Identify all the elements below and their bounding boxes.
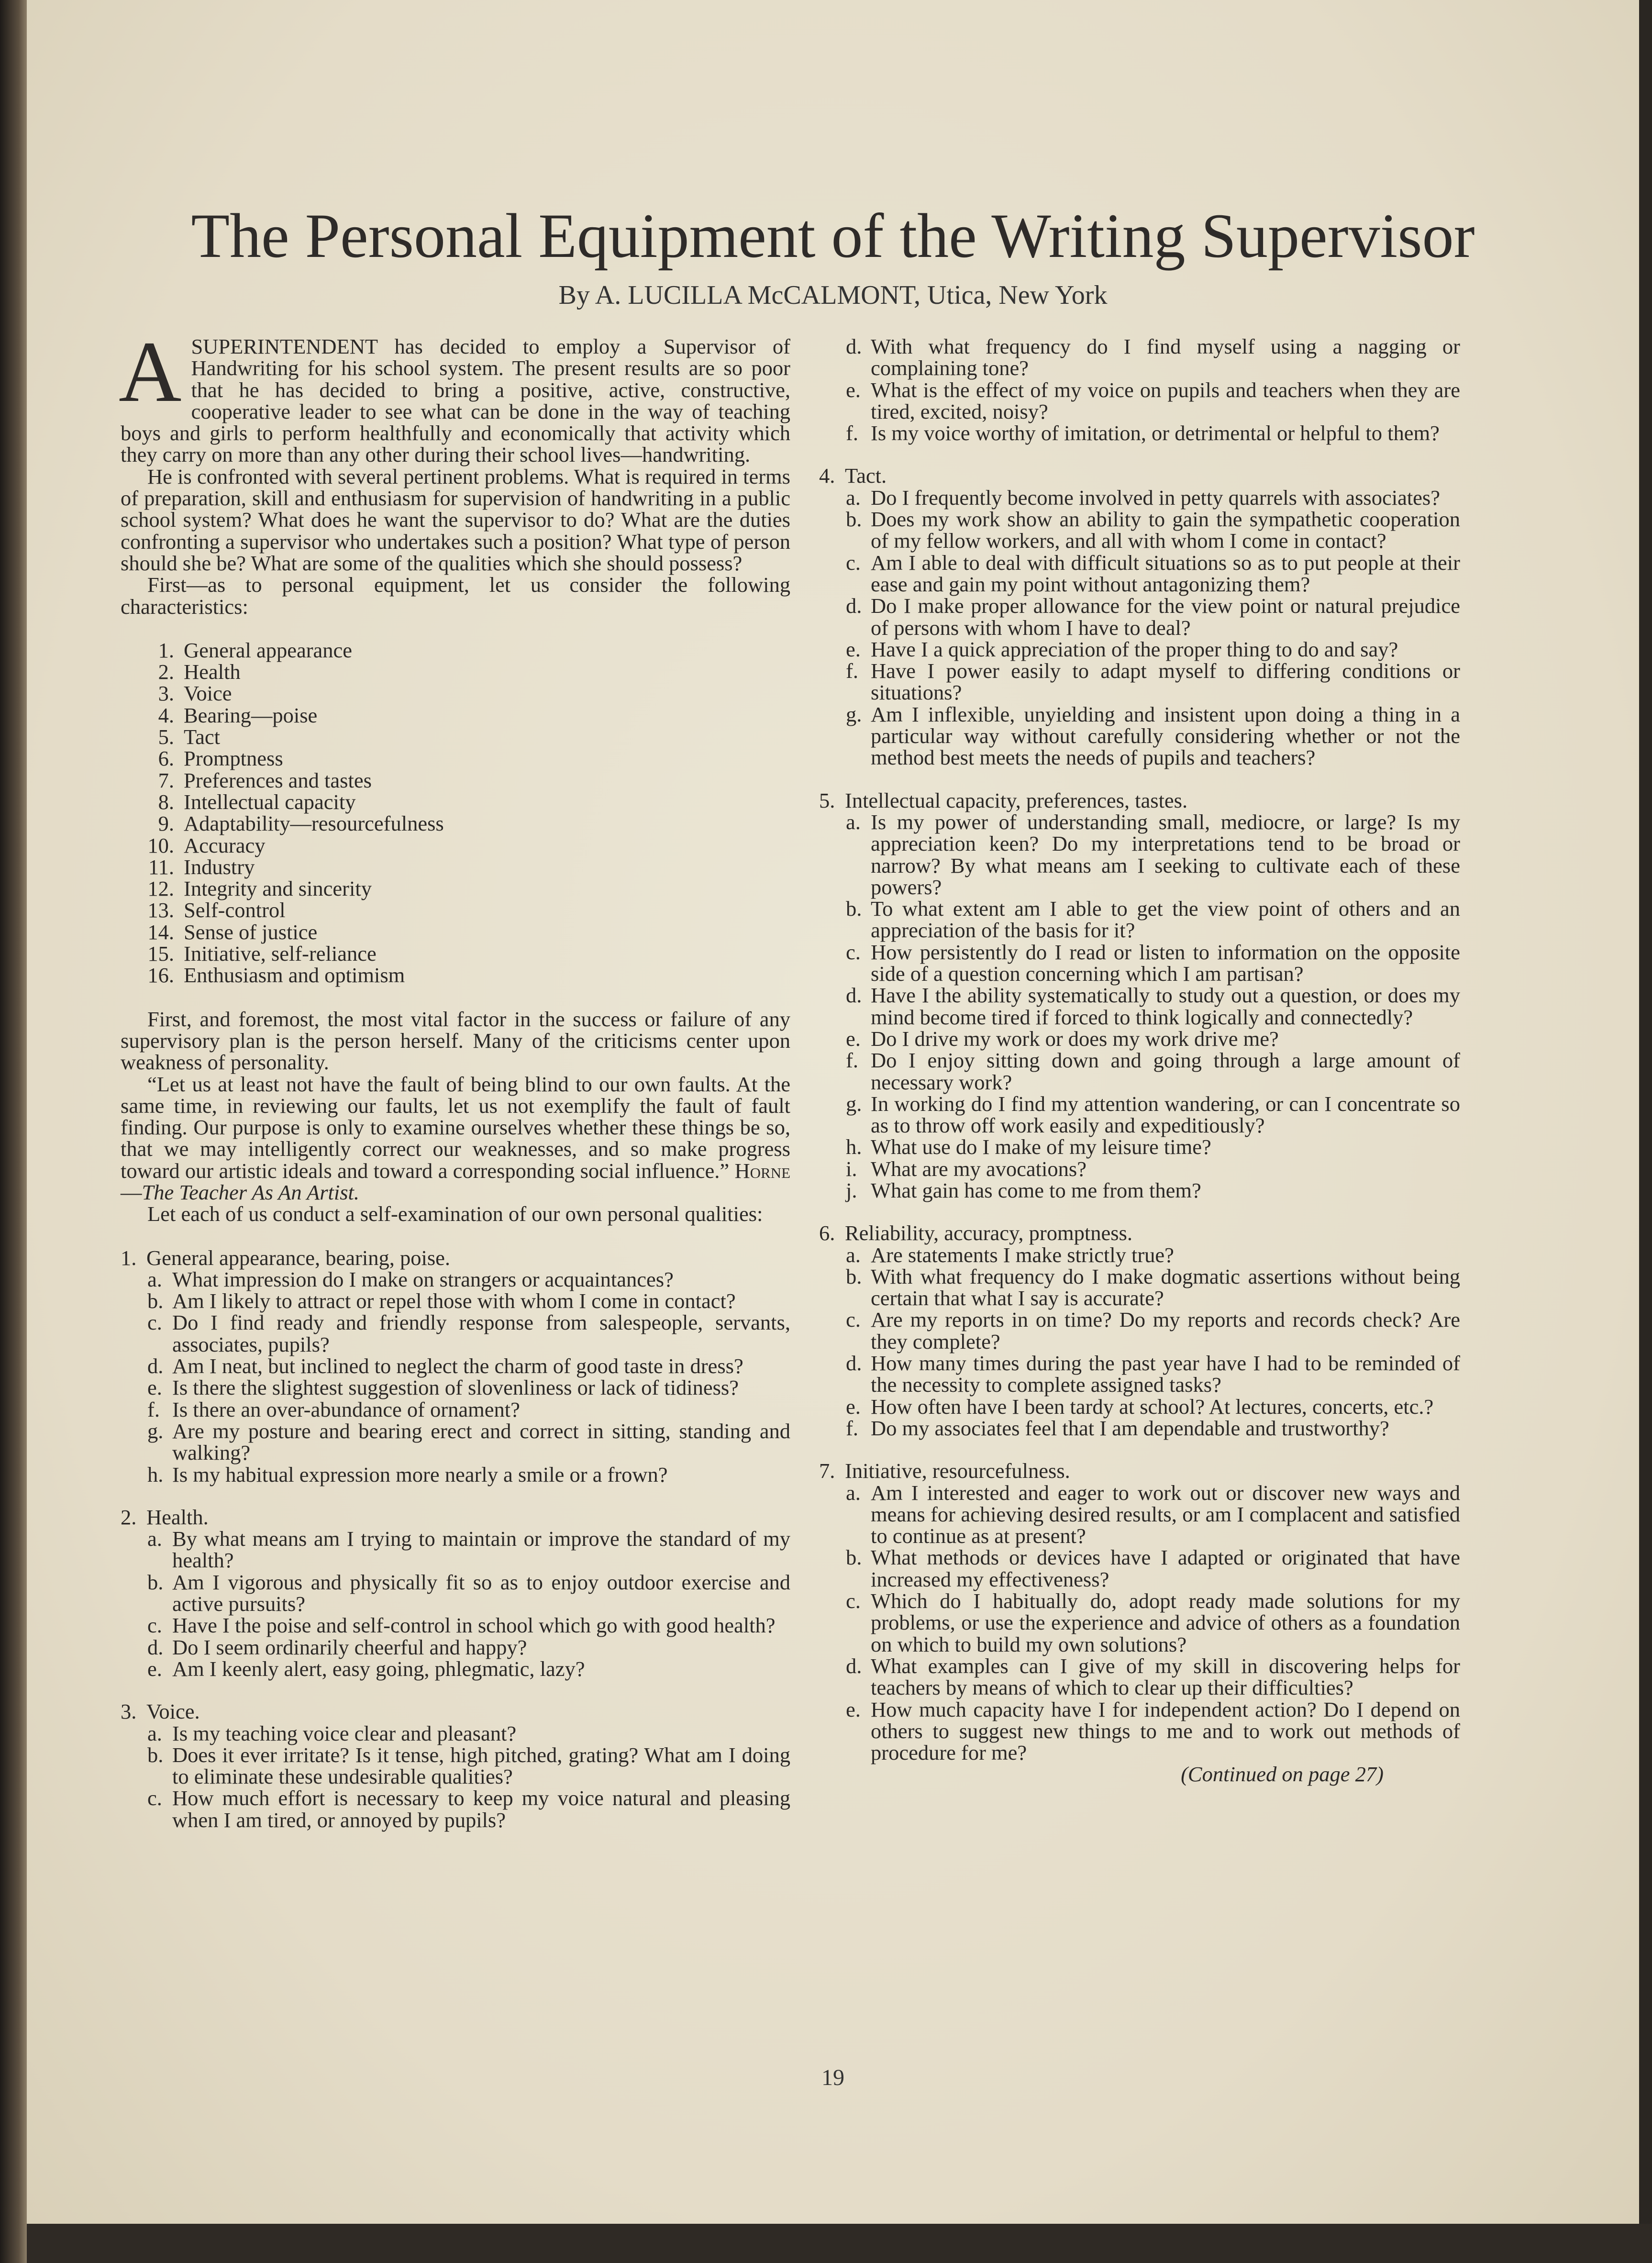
question-text: Does it ever irritate? Is it tense, high pitched, grating? What am I doing to eliminate these undesirable qualities? [172,1742,790,1789]
question-text: Have I a quick appreciation of the proper thing to do and say? [871,637,1398,661]
item-number: 7. [158,768,174,792]
section-heading [121,1247,790,1269]
question-item [819,639,1460,660]
list-item [121,899,790,921]
list-item [121,943,790,965]
question-section [819,790,1460,1202]
question-letter: e. [846,1697,861,1721]
question-text: Do I drive my work or does my work drive me? [871,1026,1279,1051]
item-number: 1. [158,638,174,662]
question-item [819,1655,1460,1699]
question-item [819,1244,1460,1266]
question-text: Is my voice worthy of imitation, or detrimental or helpful to them? [871,421,1440,445]
characteristics-list [121,640,790,987]
item-number: 13. [147,898,174,922]
question-letter: d. [846,983,862,1008]
item-number: 4. [158,703,174,727]
article-title: The Personal Equipment of the Writing Supervisor [191,200,1475,271]
question-letter: b. [846,897,862,921]
item-number: 2. [158,660,174,684]
question-text: Do I seem ordinarily cheerful and happy? [172,1635,527,1659]
question-item [819,487,1460,509]
question-item [121,1615,790,1636]
question-item [819,595,1460,639]
section-title: Tact. [845,464,887,488]
question-text: What impression do I make on strangers or acquaintances? [172,1267,674,1291]
list-item [121,813,790,834]
list-item [121,835,790,856]
question-letter: c. [846,1308,861,1332]
section-number: 3. [121,1699,137,1724]
question-text: Is there the slightest suggestion of slovenliness or lack of tidiness? [172,1376,739,1400]
question-section [121,1247,790,1486]
item-number: 6. [158,746,174,771]
page-bottom-edge [27,2224,1652,2263]
item-text: Tact [184,725,220,749]
question-text: How much capacity have I for independent action? Do I depend on others to suggest new things to me and to work out methods of procedure for me? [871,1697,1460,1765]
question-letter: a. [846,485,861,510]
question-text: Are my reports in on time? Do my reports and records check? Are they complete? [871,1308,1460,1353]
drop-cap: A [119,324,182,420]
question-letter: e. [147,1656,162,1681]
question-text: Am I likely to attract or repel those with whom I come in contact? [172,1289,736,1313]
item-text: Voice [184,681,232,706]
section-number: 4. [819,464,835,488]
intro-text: SUPERINTENDENT has decided to employ a Supervisor of Handwriting for his school system. The present results are so poor that he has decided to bring a positive, active, constructive, cooperative leader to see what can be done in the way of teaching boys and girls to perform healthfully and economically that activity which they carry on more than any other during their school lives—handwriting. [121,334,790,467]
question-text: Am I interested and eager to work out or discover new ways and means for achieving desired results, or am I complacent and satisfied to continue as at present? [871,1480,1460,1548]
section-title: Health. [146,1505,209,1529]
question-text: Do I enjoy sitting down and going through a large amount of necessary work? [871,1048,1460,1094]
section-number: 5. [819,788,835,812]
question-text: Which do I habitually do, adopt ready made solutions for my problems, or use the experience and advice of others as a foundation on which to build my own solutions? [871,1589,1460,1656]
list-item [121,661,790,683]
question-item [819,660,1460,704]
quote-paragraph [121,1074,790,1204]
question-text: Are my posture and bearing erect and correct in sitting, standing and walking? [172,1419,790,1465]
question-letter: g. [846,702,862,726]
item-text: Accuracy [184,833,266,857]
question-letter: b. [147,1289,164,1313]
item-number: 3. [158,681,174,706]
item-text: Adaptability—resourcefulness [184,811,444,836]
section-title: Initiative, resourcefulness. [845,1459,1070,1483]
question-text: Am I keenly alert, easy going, phlegmatic, lazy? [172,1656,585,1681]
question-item [121,1787,790,1831]
quote-dash: — [121,1180,142,1204]
item-text: Sense of justice [184,920,318,944]
question-text: Am I inflexible, unyielding and insistent upon doing a thing in a particular way without carefully considering whether or not the method best meets the needs of pupils and teachers? [871,702,1460,770]
question-letter: f. [846,1416,858,1440]
question-letter: g. [846,1091,862,1116]
question-section [121,1701,790,1831]
question-letter: f. [846,1048,858,1073]
question-text: Do I find ready and friendly response from salespeople, servants, associates, pupils? [172,1310,790,1356]
list-item [121,791,790,813]
question-text: Does my work show an ability to gain the sympathetic cooperation of my fellow workers, and all with whom I come in contact? [871,507,1460,553]
item-number: 5. [158,725,174,749]
section-heading [819,1460,1460,1482]
question-text: Is my habitual expression more nearly a smile or a frown? [172,1462,668,1486]
item-text: Promptness [184,746,283,771]
list-item [121,878,790,899]
question-text: Do my associates feel that I am dependable and trustworthy? [871,1416,1389,1440]
section-number: 1. [121,1245,137,1270]
question-letter: e. [147,1376,162,1400]
question-text: How persistently do I read or listen to information on the opposite side of a question concerning which I am partisan? [871,940,1460,986]
question-text: Am I vigorous and physically fit so as to enjoy outdoor exercise and active pursuits? [172,1570,790,1616]
question-item [819,1699,1460,1764]
question-item [121,1377,790,1398]
question-text: How many times during the past year have I had to be reminded of the necessity to complete assigned tasks? [871,1351,1460,1397]
question-item [121,1464,790,1486]
question-item [121,1572,790,1615]
question-item [121,1399,790,1420]
question-item [121,1312,790,1355]
paragraph: Let each of us conduct a self-examination of our own personal qualities: [147,1202,763,1226]
list-item [121,965,790,986]
list-item [121,770,790,791]
question-text: In working do I find my attention wandering, or can I concentrate so as to throw off work easily and expeditiously? [871,1091,1460,1138]
question-item [121,1528,790,1572]
section-number: 6. [819,1221,835,1245]
item-number: 12. [147,876,174,901]
question-text: Are statements I make strictly true? [871,1242,1174,1267]
question-section [819,465,1460,768]
question-letter: i. [846,1156,857,1181]
question-letter: c. [846,1589,861,1613]
question-letter: a. [846,810,861,834]
item-text: Enthusiasm and optimism [184,963,405,987]
quote-text: “Let us at least not have the fault of being blind to our own faults. At the same time, in reviewing our faults, let us not exemplify the fault of fault finding. Our purpose is only to examine ourselves whether these things be so, that we may intelligently correct our weaknesses, and so make progress toward our artistic ideals and toward a corresponding social influence.” [121,1072,790,1183]
item-number: 15. [147,942,174,966]
question-text: With what frequency do I make dogmatic assertions without being certain that what I say is accurate? [871,1264,1460,1310]
question-letter: a. [147,1267,162,1291]
intro-paragraph [119,324,790,467]
list-item [121,705,790,726]
question-letter: e. [846,1026,861,1051]
question-item [819,704,1460,769]
question-letter: e. [846,377,861,402]
question-text: Am I able to deal with difficult situations so as to put people at their ease and gain my point without antagonizing them? [871,550,1460,596]
question-section [819,1222,1460,1439]
question-text: To what extent am I able to get the view point of others and an appreciation of the basis for it? [871,897,1460,943]
paragraph: First, and foremost, the most vital factor in the success or failure of any supervisory plan is the person herself. Many of the criticisms center upon weakness of personality. [121,1007,790,1075]
question-text: How often have I been tardy at school? At lectures, concerts, etc.? [871,1394,1434,1419]
question-text: What are my avocations? [871,1156,1087,1181]
question-letter: d. [846,1351,862,1376]
section-title: General appearance, bearing, poise. [146,1245,451,1270]
question-text: Have I power easily to adapt myself to differing conditions or situations? [871,659,1460,705]
question-item [819,336,1460,379]
question-letter: b. [846,1264,862,1288]
item-text: General appearance [184,638,353,662]
section-heading [121,1701,790,1722]
question-item [819,1547,1460,1590]
question-sections-right [819,465,1460,1764]
question-item [819,509,1460,552]
section-number: 7. [819,1459,835,1483]
question-text: Is my power of understanding small, mediocre, or large? Is my appreciation keen? Do my interpretations tend to be broad or narrow? By what means am I seeking to cultivate each of these powers? [871,810,1460,899]
item-number: 14. [147,920,174,944]
question-item [819,1158,1460,1180]
question-text: Have I the ability systematically to study out a question, or does my mind become tired if forced to think logically and connectedly? [871,983,1460,1029]
item-text: Bearing—poise [184,703,318,727]
item-number: 9. [158,811,174,836]
question-letter: b. [846,507,862,532]
question-item [121,1420,790,1464]
question-text: What gain has come to me from them? [871,1178,1201,1202]
question-item [121,1269,790,1290]
quote-author: Horne [734,1158,791,1183]
question-letter: d. [846,1653,862,1678]
list-item [121,748,790,769]
question-sections-left [121,1247,790,1831]
question-item [121,1355,790,1377]
question-letter: b. [147,1570,164,1594]
section-heading [819,1222,1460,1244]
question-text: What examples can I give of my skill in discovering helps for teachers by means of which to clear up their difficulties? [871,1653,1460,1700]
question-text: Is my teaching voice clear and pleasant? [172,1721,517,1745]
question-section [121,1507,790,1680]
question-item [819,1266,1460,1309]
question-item [819,422,1460,444]
question-letter: c. [147,1786,162,1810]
question-text: What use do I make of my leisure time? [871,1135,1211,1159]
question-letter: b. [846,1545,862,1570]
question-letter: j. [846,1178,857,1202]
question-text: Do I frequently become involved in petty quarrels with associates? [871,485,1441,510]
question-item [819,1180,1460,1201]
item-text: Self-control [184,898,286,922]
question-item [819,898,1460,942]
question-letter: f. [846,659,858,683]
question-text: By what means am I trying to maintain or improve the standard of my health? [172,1527,790,1573]
question-letter: d. [147,1635,164,1659]
question-letter: a. [846,1242,861,1267]
list-item [121,640,790,661]
question-letter: d. [846,334,862,358]
voice-questions-continued [819,336,1460,444]
section-title: Voice. [146,1699,200,1724]
question-item [819,1590,1460,1655]
question-item [121,1290,790,1312]
question-letter: h. [846,1135,862,1159]
list-item [121,856,790,878]
question-item [819,1418,1460,1439]
question-item [819,942,1460,985]
item-number: 8. [158,789,174,814]
question-text: With what frequency do I find myself using a nagging or complaining tone? [871,334,1460,380]
question-item [819,1396,1460,1418]
section-heading [819,790,1460,811]
question-text: How much effort is necessary to keep my voice natural and pleasing when I am tired, or annoyed by pupils? [172,1786,790,1832]
question-text: What methods or devices have I adapted or originated that have increased my effectiveness? [871,1545,1460,1591]
item-text: Preferences and tastes [184,768,372,792]
page-number: 19 [821,2065,844,2090]
question-letter: h. [147,1462,164,1486]
question-text: Is there an over-abundance of ornament? [172,1397,520,1421]
paragraph: First—as to personal equipment, let us consider the following characteristics: [121,573,790,619]
item-text: Health [184,660,241,684]
item-number: 16. [147,963,174,987]
question-text: Have I the poise and self-control in school which go with good health? [172,1613,776,1638]
list-item [121,683,790,704]
question-letter: c. [846,550,861,575]
question-letter: e. [846,637,861,661]
question-item [819,552,1460,596]
question-letter: e. [846,1394,861,1419]
item-text: Industry [184,854,255,879]
section-heading [121,1507,790,1528]
book-spine [0,0,27,2263]
question-text: Am I neat, but inclined to neglect the charm of good taste in dress? [172,1354,743,1378]
question-item [121,1744,790,1788]
question-item [819,1353,1460,1396]
question-letter: b. [147,1742,164,1767]
question-item [819,1136,1460,1158]
item-number: 11. [148,854,174,879]
question-item [121,1723,790,1744]
question-item [819,1028,1460,1050]
question-letter: a. [147,1721,162,1745]
item-text: Initiative, self-reliance [184,942,377,966]
item-text: Integrity and sincerity [184,876,372,901]
left-column [119,324,791,1852]
question-letter: g. [147,1419,164,1443]
question-letter: f. [147,1397,160,1421]
question-item [819,1309,1460,1353]
section-title: Reliability, accuracy, promptness. [845,1221,1132,1245]
item-number: 10. [147,833,174,857]
right-column [819,336,1460,1786]
question-text: Do I make proper allowance for the view point or natural prejudice of persons with whom I have to deal? [871,594,1460,640]
question-item [121,1637,790,1658]
question-letter: c. [846,940,861,964]
article-byline: By A. LUCILLA McCALMONT, Utica, New York [558,280,1108,310]
continued-note: (Continued on page 27) [1181,1762,1384,1786]
section-heading [819,465,1460,487]
question-letter: d. [147,1354,164,1378]
question-item [819,1093,1460,1137]
page [27,0,1639,2224]
question-letter: a. [846,1480,861,1505]
question-letter: c. [147,1613,162,1638]
list-item [121,921,790,943]
question-item [819,1482,1460,1547]
item-text: Intellectual capacity [184,789,356,814]
question-letter: d. [846,594,862,618]
question-section [819,1460,1460,1764]
question-item [819,379,1460,423]
question-text: What is the effect of my voice on pupils and teachers when they are tired, excited, noisy? [871,377,1460,423]
question-letter: a. [147,1527,162,1551]
list-item [121,726,790,748]
section-title: Intellectual capacity, preferences, tastes. [845,788,1188,812]
question-item [819,1050,1460,1093]
paragraph: He is confronted with several pertinent problems. What is required in terms of preparation, skill and enthusiasm for supervision of handwriting in a public school system? What does he want the supervisor to do? What are the duties confronting a supervisor who undertakes such a position? What type of person should she be? What are some of the qualities which she should possess? [121,464,790,575]
section-number: 2. [121,1505,137,1529]
question-letter: c. [147,1310,162,1335]
question-item [121,1658,790,1680]
question-letter: f. [846,421,858,445]
question-item [819,985,1460,1028]
quote-work: The Teacher As An Artist. [142,1180,360,1204]
question-item [819,811,1460,898]
